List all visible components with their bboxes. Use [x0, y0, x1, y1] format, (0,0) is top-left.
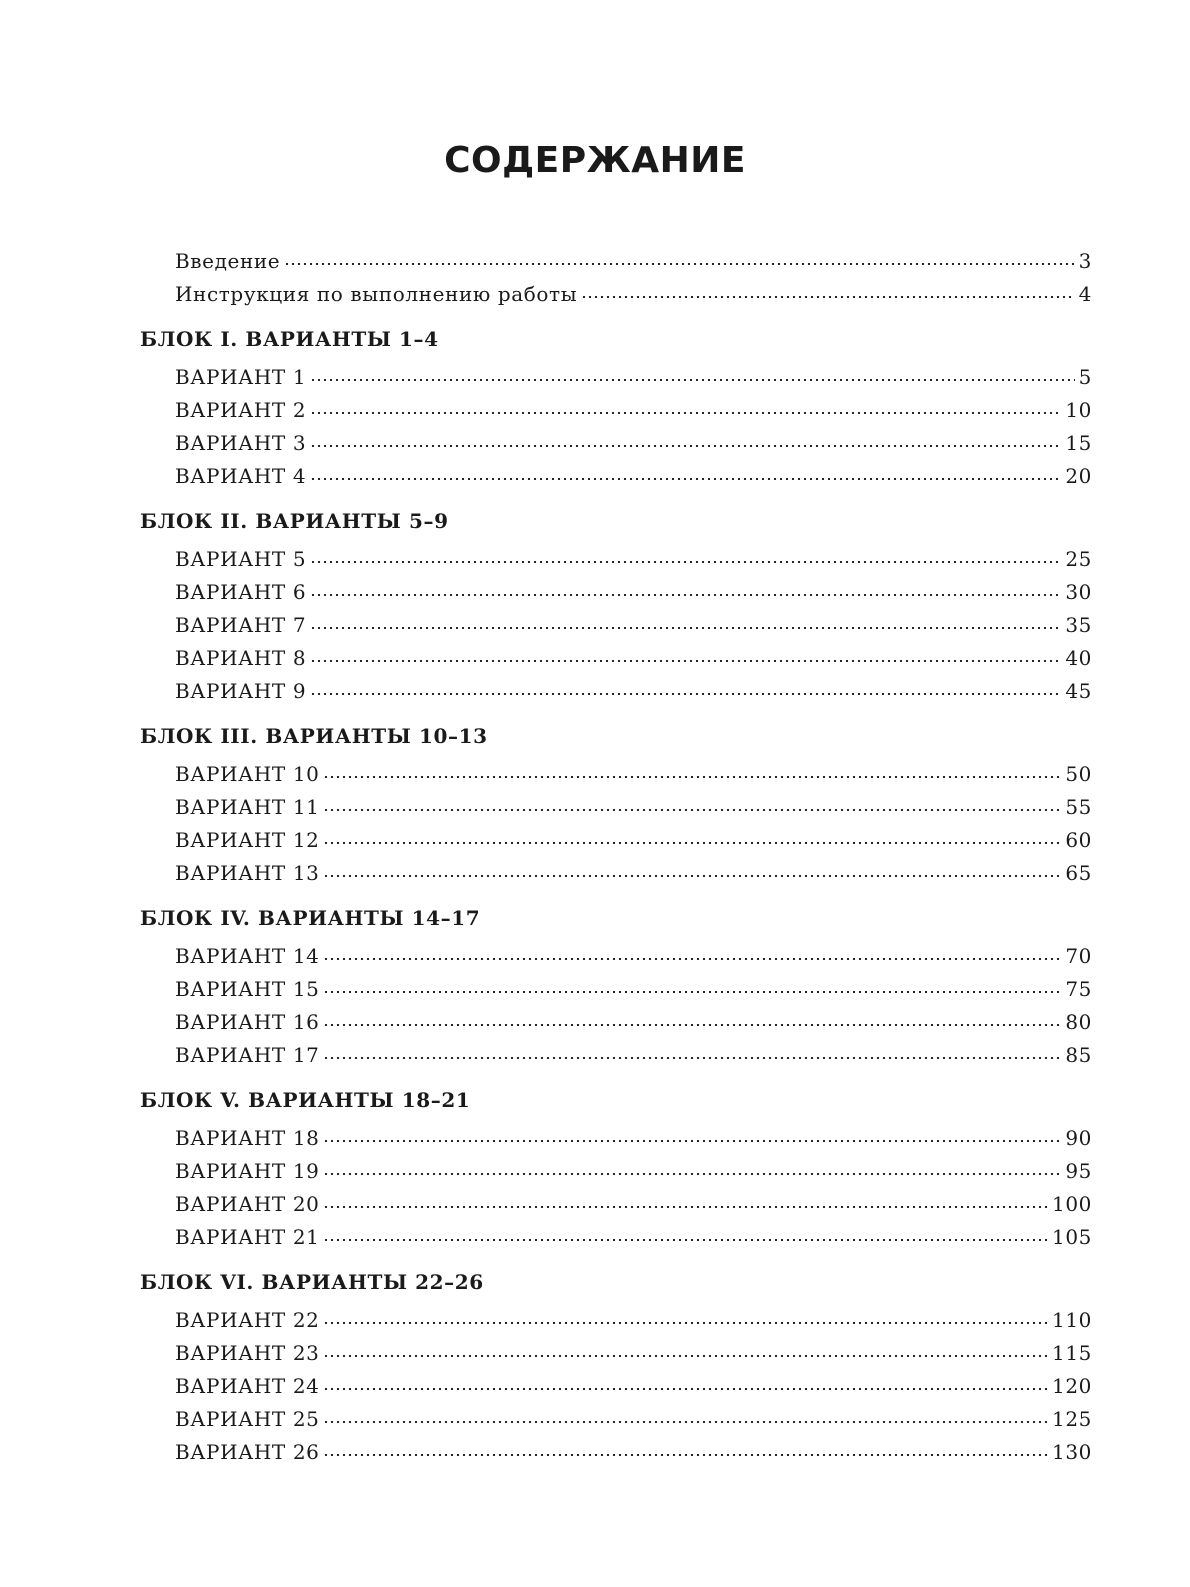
dot-leader: [310, 660, 1061, 662]
toc-entry-page: 45: [1065, 679, 1092, 703]
toc-entry-label: ВАРИАНТ 10: [175, 762, 320, 786]
toc-entry-label: ВАРИАНТ 15: [175, 977, 320, 1001]
toc-entry-variant-8[interactable]: [140, 642, 1092, 675]
toc-entry-variant-7[interactable]: [140, 609, 1092, 642]
toc-entry-label: ВАРИАНТ 13: [175, 861, 320, 885]
toc-entry-variant-17[interactable]: [140, 1039, 1092, 1072]
toc-entry-variant-16[interactable]: [140, 1006, 1092, 1039]
toc-entry-label: ВАРИАНТ 26: [175, 1440, 320, 1464]
toc-entry-variant-5[interactable]: [140, 543, 1092, 576]
toc-entry-page: 110: [1052, 1308, 1092, 1332]
toc-entry-page: 40: [1065, 646, 1092, 670]
dot-leader: [323, 1239, 1048, 1241]
toc-entry-variant-1[interactable]: [140, 361, 1092, 394]
toc-entry-page: 115: [1052, 1341, 1092, 1365]
toc-entry-page: 130: [1052, 1440, 1092, 1464]
toc-entry-page: 80: [1065, 1010, 1092, 1034]
dot-leader: [310, 561, 1061, 563]
toc-entry-variant-20[interactable]: [140, 1188, 1092, 1221]
toc-entry-label: ВАРИАНТ 14: [175, 944, 320, 968]
toc-entry-label: ВАРИАНТ 25: [175, 1407, 320, 1431]
toc-entry-variant-6[interactable]: [140, 576, 1092, 609]
block-heading-6[interactable]: БЛОК VI. ВАРИАНТЫ 22–26: [140, 1270, 484, 1294]
dot-leader: [323, 809, 1061, 811]
toc-entry-variant-25[interactable]: [140, 1403, 1092, 1436]
toc-entry-page: 50: [1065, 762, 1092, 786]
page-title: СОДЕРЖАНИЕ: [444, 140, 746, 181]
toc-entry-page: 105: [1052, 1225, 1092, 1249]
toc-entry-page: 75: [1065, 977, 1092, 1001]
toc-entry-page: 20: [1065, 464, 1092, 488]
toc-entry-page: 30: [1065, 580, 1092, 604]
toc-entry-variant-9[interactable]: [140, 675, 1092, 708]
toc-entry-label: Инструкция по выполнению работы: [175, 282, 578, 306]
dot-leader: [323, 776, 1061, 778]
toc-entry-label: ВАРИАНТ 8: [175, 646, 307, 670]
dot-leader: [310, 379, 1075, 381]
toc-entry-page: 120: [1052, 1374, 1092, 1398]
block-heading-3[interactable]: БЛОК III. ВАРИАНТЫ 10–13: [140, 724, 488, 748]
block-heading-5[interactable]: БЛОК V. ВАРИАНТЫ 18–21: [140, 1088, 471, 1112]
toc-entry-page: 55: [1065, 795, 1092, 819]
dot-leader: [284, 263, 1074, 265]
toc-entry-label: ВАРИАНТ 11: [175, 795, 320, 819]
toc-entry-variant-23[interactable]: [140, 1337, 1092, 1370]
toc-entry-label: ВАРИАНТ 4: [175, 464, 307, 488]
toc-entry-variant-12[interactable]: [140, 824, 1092, 857]
dot-leader: [323, 1140, 1061, 1142]
toc-entry-label: ВАРИАНТ 9: [175, 679, 307, 703]
toc-entry-label: Введение: [175, 249, 281, 273]
dot-leader: [310, 594, 1061, 596]
dot-leader: [581, 296, 1074, 298]
dot-leader: [310, 478, 1061, 480]
toc-entry-label: ВАРИАНТ 3: [175, 431, 307, 455]
toc-entry-label: ВАРИАНТ 6: [175, 580, 307, 604]
toc-entry-label: ВАРИАНТ 24: [175, 1374, 320, 1398]
dot-leader: [323, 1322, 1048, 1324]
toc-entry-label: ВАРИАНТ 1: [175, 365, 307, 389]
block-heading-1[interactable]: БЛОК I. ВАРИАНТЫ 1–4: [140, 327, 439, 351]
toc-entry-page: 70: [1065, 944, 1092, 968]
toc-entry-instructions[interactable]: [140, 278, 1092, 311]
toc-entry-page: 15: [1065, 431, 1092, 455]
toc-entry-page: 10: [1065, 398, 1092, 422]
toc-entry-label: ВАРИАНТ 21: [175, 1225, 320, 1249]
toc-entry-variant-18[interactable]: [140, 1122, 1092, 1155]
toc-entry-page: 25: [1065, 547, 1092, 571]
dot-leader: [323, 1355, 1048, 1357]
dot-leader: [310, 693, 1061, 695]
toc-entry-label: ВАРИАНТ 18: [175, 1126, 320, 1150]
toc-entry-label: ВАРИАНТ 17: [175, 1043, 320, 1067]
dot-leader: [323, 991, 1061, 993]
toc-entry-variant-2[interactable]: [140, 394, 1092, 427]
block-heading-4[interactable]: БЛОК IV. ВАРИАНТЫ 14–17: [140, 906, 481, 930]
toc-entry-variant-15[interactable]: [140, 973, 1092, 1006]
table-of-contents: [140, 245, 1092, 1469]
toc-entry-label: ВАРИАНТ 23: [175, 1341, 320, 1365]
dot-leader: [323, 842, 1061, 844]
dot-leader: [310, 445, 1061, 447]
toc-entry-page: 90: [1065, 1126, 1092, 1150]
toc-entry-page: 60: [1065, 828, 1092, 852]
toc-entry-page: 4: [1078, 282, 1092, 306]
dot-leader: [310, 627, 1061, 629]
toc-entry-label: ВАРИАНТ 22: [175, 1308, 320, 1332]
toc-entry-label: ВАРИАНТ 19: [175, 1159, 320, 1183]
toc-entry-variant-19[interactable]: [140, 1155, 1092, 1188]
toc-entry-variant-26[interactable]: [140, 1436, 1092, 1469]
toc-entry-variant-11[interactable]: [140, 791, 1092, 824]
toc-entry-variant-22[interactable]: [140, 1304, 1092, 1337]
toc-entry-page: 65: [1065, 861, 1092, 885]
toc-entry-variant-3[interactable]: [140, 427, 1092, 460]
toc-entry-variant-21[interactable]: [140, 1221, 1092, 1254]
dot-leader: [323, 958, 1061, 960]
dot-leader: [310, 412, 1061, 414]
dot-leader: [323, 1388, 1048, 1390]
toc-entry-page: 125: [1052, 1407, 1092, 1431]
toc-entry-label: ВАРИАНТ 2: [175, 398, 307, 422]
block-heading-2[interactable]: БЛОК II. ВАРИАНТЫ 5–9: [140, 509, 449, 533]
toc-entry-page: 95: [1065, 1159, 1092, 1183]
dot-leader: [323, 1454, 1048, 1456]
dot-leader: [323, 1421, 1048, 1423]
toc-entry-label: ВАРИАНТ 5: [175, 547, 307, 571]
dot-leader: [323, 1057, 1061, 1059]
toc-entry-variant-24[interactable]: [140, 1370, 1092, 1403]
toc-entry-page: 85: [1065, 1043, 1092, 1067]
toc-entry-variant-10[interactable]: [140, 758, 1092, 791]
toc-entry-page: 5: [1078, 365, 1092, 389]
toc-entry-variant-4[interactable]: [140, 460, 1092, 493]
toc-entry-variant-13[interactable]: [140, 857, 1092, 890]
dot-leader: [323, 1206, 1048, 1208]
toc-entry-page: 35: [1065, 613, 1092, 637]
toc-entry-label: ВАРИАНТ 7: [175, 613, 307, 637]
dot-leader: [323, 1024, 1061, 1026]
dot-leader: [323, 875, 1061, 877]
toc-entry-label: ВАРИАНТ 16: [175, 1010, 320, 1034]
toc-entry-label: ВАРИАНТ 20: [175, 1192, 320, 1216]
toc-entry-introduction[interactable]: [140, 245, 1092, 278]
toc-entry-label: ВАРИАНТ 12: [175, 828, 320, 852]
toc-entry-page: 3: [1078, 249, 1092, 273]
dot-leader: [323, 1173, 1061, 1175]
toc-entry-variant-14[interactable]: [140, 940, 1092, 973]
toc-entry-page: 100: [1052, 1192, 1092, 1216]
